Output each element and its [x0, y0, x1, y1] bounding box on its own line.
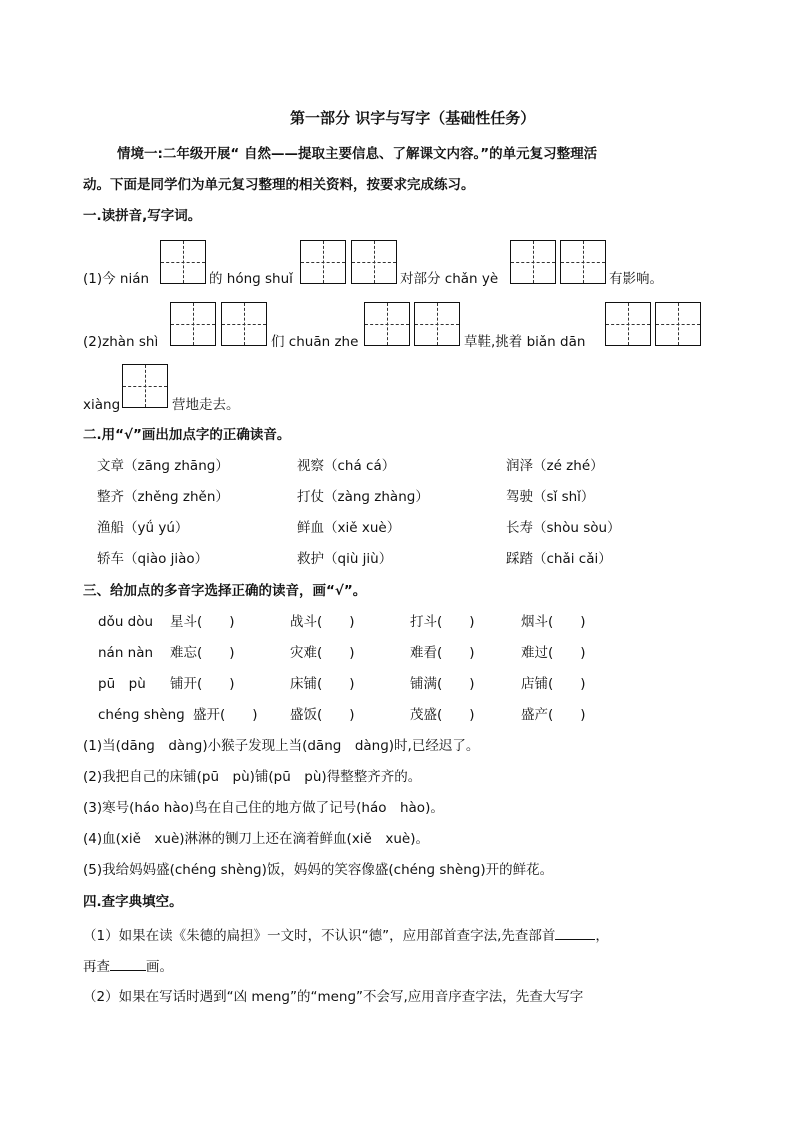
dictionary-question-1-cont — [83, 956, 173, 976]
polyphone-item[interactable]: 难忘( ) — [170, 645, 235, 661]
question-text: 再查 — [83, 959, 110, 975]
writing-grid[interactable] — [510, 240, 556, 284]
q1-text-3: 对部分 chǎn yè — [400, 271, 499, 287]
polyphone-item[interactable]: 烟斗( ) — [521, 614, 586, 630]
polyphone-item[interactable]: 战斗( ) — [290, 614, 355, 630]
writing-grid[interactable] — [655, 302, 701, 346]
q3-text-1: xiàng — [83, 397, 121, 413]
polyphone-item[interactable]: 盛产( ) — [521, 707, 586, 723]
answer-blank[interactable] — [110, 956, 146, 971]
polyphone-item[interactable]: 铺满( ) — [410, 676, 475, 692]
pronunciation-item[interactable]: 驾驶（sǐ shǐ） — [506, 489, 595, 505]
section-3-heading: 三、给加点的多音字选择正确的读音，画“√”。 — [83, 583, 367, 599]
pinyin-options: dǒu dòu — [98, 614, 154, 630]
pronunciation-item[interactable]: 踩踏（chǎi cǎi） — [506, 551, 612, 567]
polyphone-item[interactable]: 床铺( ) — [290, 676, 355, 692]
pronunciation-item[interactable]: 打仗（zànɡ zhànɡ） — [297, 489, 429, 505]
writing-grid[interactable] — [414, 302, 460, 346]
polyphone-item[interactable]: 铺开( ) — [170, 676, 235, 692]
polyphone-item[interactable]: 盛开( ) — [193, 707, 258, 723]
dictionary-question-2: （2）如果在写话时遇到“凶 menɡ”的“menɡ”不会写,应用音序查字法，先查大写字 — [83, 989, 584, 1005]
writing-grid[interactable] — [122, 364, 168, 408]
polyphone-sentence[interactable]: (2)我把自己的床铺(pū pù)铺(pū pù)得整整齐齐的。 — [83, 769, 422, 785]
q1-text-1: (1)今 nián — [83, 271, 150, 287]
pronunciation-item[interactable]: 润泽（zé zhé） — [506, 458, 604, 474]
writing-grid[interactable] — [364, 302, 410, 346]
writing-grid[interactable] — [351, 240, 397, 284]
polyphone-item[interactable]: 灾难( ) — [290, 645, 355, 661]
page-title: 第一部分 识字与写字（基础性任务） — [290, 109, 536, 127]
writing-grid[interactable] — [221, 302, 267, 346]
punctuation: ， — [595, 928, 609, 944]
writing-grid[interactable] — [605, 302, 651, 346]
writing-grid[interactable] — [170, 302, 216, 346]
question-text: （1）如果在读《朱德的扁担》一文时，不认识“德”，应用部首查字法,先查部首 — [83, 928, 556, 944]
q2-text-3: 草鞋,挑着 biǎn dān — [464, 334, 586, 350]
pinyin-options: chénɡ shènɡ — [98, 707, 185, 723]
q3-text-2: 营地走去。 — [172, 397, 240, 413]
pronunciation-item[interactable]: 整齐（zhěnɡ zhěn） — [97, 489, 229, 505]
pronunciation-item[interactable]: 文章（zānɡ zhānɡ） — [97, 458, 229, 474]
section-2-heading: 二.用“√”画出加点字的正确读音。 — [83, 427, 291, 443]
context-line-2: 动。下面是同学们为单元复习整理的相关资料，按要求完成练习。 — [83, 177, 475, 193]
polyphone-item[interactable]: 盛饭( ) — [290, 707, 355, 723]
polyphone-item[interactable]: 难过( ) — [521, 645, 586, 661]
polyphone-item[interactable]: 茂盛( ) — [410, 707, 475, 723]
section-4-heading: 四.查字典填空。 — [83, 894, 183, 910]
pronunciation-item[interactable]: 鲜血（xiě xuè） — [297, 520, 401, 536]
polyphone-item[interactable]: 打斗( ) — [410, 614, 475, 630]
polyphone-item[interactable]: 星斗( ) — [170, 614, 235, 630]
question-text: 画。 — [146, 959, 173, 975]
writing-grid[interactable] — [560, 240, 606, 284]
q2-text-1: (2)zhàn shì — [83, 334, 159, 350]
pronunciation-item[interactable]: 长寿（shòu sòu） — [506, 520, 621, 536]
pronunciation-item[interactable]: 视察（chá cá） — [297, 458, 396, 474]
dictionary-question-1 — [83, 925, 609, 945]
writing-grid[interactable] — [160, 240, 206, 284]
pronunciation-item[interactable]: 渔船（yǘ yú） — [97, 520, 189, 536]
context-line-1: 情境一:二年级开展“ 自然——提取主要信息、了解课文内容。”的单元复习整理活 — [117, 146, 598, 162]
pinyin-options: nán nàn — [98, 645, 154, 661]
section-1-heading: 一.读拼音,写字词。 — [83, 208, 202, 224]
polyphone-sentence[interactable]: (5)我给妈妈盛(chénɡ shènɡ)饭，妈妈的笑容像盛(chénɡ shènɡ)开的鲜花。 — [83, 862, 554, 878]
polyphone-sentence[interactable]: (3)寒号(háo hào)鸟在自己住的地方做了记号(háo hào)。 — [83, 800, 444, 816]
polyphone-item[interactable]: 店铺( ) — [521, 676, 586, 692]
pronunciation-item[interactable]: 救护（qiù jiù） — [297, 551, 393, 567]
writing-grid[interactable] — [300, 240, 346, 284]
polyphone-sentence[interactable]: (4)血(xiě xuè)淋淋的铡刀上还在滴着鲜血(xiě xuè)。 — [83, 831, 429, 847]
answer-blank[interactable] — [555, 925, 595, 940]
q1-text-2: 的 hónɡ shuǐ — [209, 271, 293, 287]
q1-text-4: 有影响。 — [609, 271, 663, 287]
q2-text-2: 们 chuān zhe — [271, 334, 359, 350]
pronunciation-item[interactable]: 轿车（qiào jiào） — [97, 551, 209, 567]
polyphone-item[interactable]: 难看( ) — [410, 645, 475, 661]
pinyin-options: pū pù — [98, 676, 146, 692]
polyphone-sentence[interactable]: (1)当(dānɡ dànɡ)小猴子发现上当(dānɡ dànɡ)时,已经迟了。 — [83, 738, 480, 754]
